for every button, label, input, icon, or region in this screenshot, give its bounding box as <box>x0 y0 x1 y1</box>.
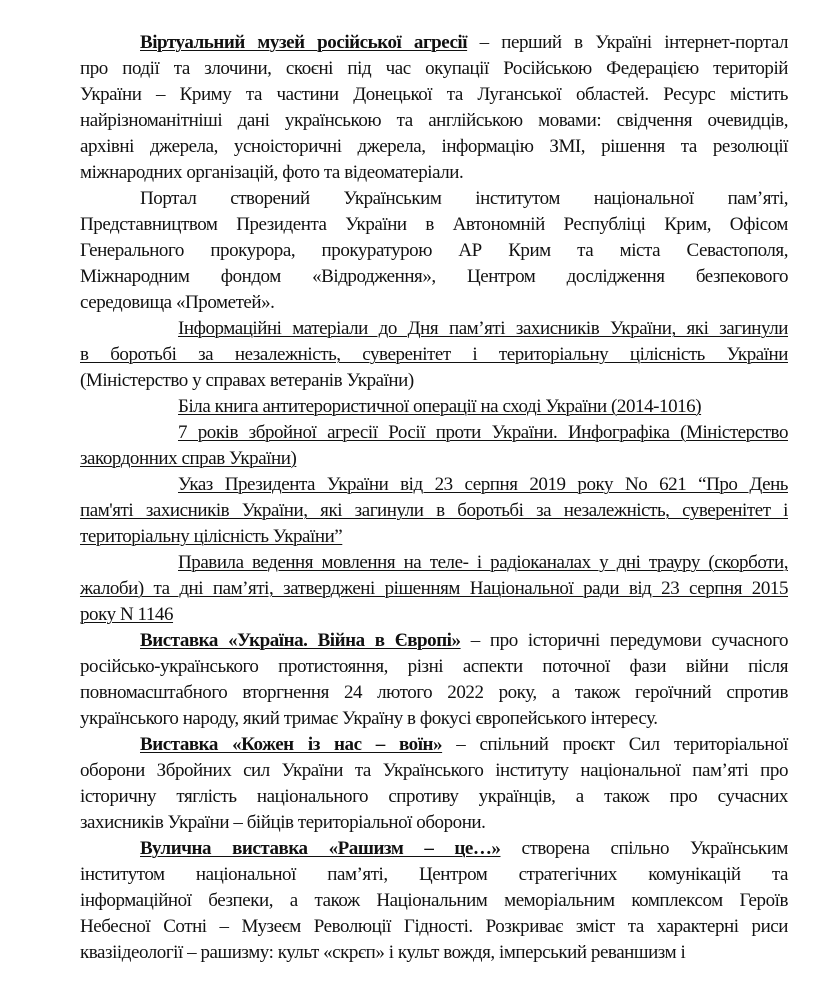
text-line <box>80 680 788 706</box>
line-content <box>80 368 788 394</box>
body-text: – спільний проєкт Сил територіальної <box>442 734 788 755</box>
line-content <box>178 550 788 576</box>
text-line <box>80 394 788 420</box>
text-line <box>80 238 788 264</box>
paragraph-street-exhibition-rashism <box>80 836 788 966</box>
text-line <box>80 316 788 342</box>
text-line <box>80 290 788 316</box>
resource-link[interactable]: жалоби) та дні пам’яті, затверджені рішенням Національної ради від 23 серпня 2015 <box>80 578 788 599</box>
text-line <box>80 732 788 758</box>
line-content <box>80 758 788 784</box>
line-content <box>80 446 788 472</box>
text-line <box>80 602 788 628</box>
resource-link[interactable]: пам'яті захисників України, які загинули в боротьбі за незалежність, суверенітет і <box>80 500 788 521</box>
body-text: найрізноманітніші дані українською та англійською мовами: свідчення очевидців, <box>80 110 788 131</box>
line-content <box>80 940 788 966</box>
body-text: оборони Збройних сил України та Українського інституту національної пам’яті про <box>80 760 788 781</box>
body-text: середовища «Прометей». <box>80 292 275 313</box>
line-content <box>80 108 788 134</box>
line-content <box>178 316 788 342</box>
paragraph-exhibition-war-in-europe <box>80 628 788 732</box>
line-content <box>80 342 788 368</box>
line-content <box>80 706 788 732</box>
body-text: інститутом національної пам’яті, Центром стратегічних комунікацій та <box>80 864 788 885</box>
resource-link[interactable]: територіальну цілісність України” <box>80 526 343 547</box>
line-content <box>178 394 788 420</box>
line-content <box>80 680 788 706</box>
resource-link[interactable]: Інформаційні матеріали до Дня пам’яті захисників України, які загинули <box>178 318 788 339</box>
resource-title-link[interactable]: Виставка «Україна. Війна в Європі» <box>140 630 461 651</box>
text-line <box>80 810 788 836</box>
body-text: українського народу, який тримає Україну в фокусі європейського інтересу. <box>80 708 658 729</box>
resource-link[interactable]: Указ Президента України від 23 серпня 2019 року No 621 “Про День <box>178 474 788 495</box>
paragraph-seven-years <box>80 420 788 472</box>
body-text: Небесної Сотні – Музеєм Революції Гідності. Розкриває зміст та характерні риси <box>80 916 788 937</box>
line-content <box>140 186 788 212</box>
line-content <box>140 628 788 654</box>
resource-link[interactable]: Правила ведення мовлення на теле- і радіоканалах у дні трауру (скорботи, <box>178 552 788 573</box>
body-text: російсько-українського протистояння, різні аспекти поточної фази війни після <box>80 656 788 677</box>
resource-link[interactable]: в боротьбі за незалежність, суверенітет і територіальну цілісність України <box>80 344 788 365</box>
body-text: України – Криму та частини Донецької та Луганської областей. Ресурс містить <box>80 84 788 105</box>
text-line <box>80 82 788 108</box>
line-content <box>80 498 788 524</box>
text-line <box>80 524 788 550</box>
resource-link[interactable]: 7 років збройної агресії Росії проти України. Инфографіка (Міністерство <box>178 422 788 443</box>
body-text: повномасштабного вторгнення 24 лютого 2022 року, а також героїчний спротив <box>80 682 788 703</box>
body-text: міжнародних організацій, фото та відеоматеріали. <box>80 162 464 183</box>
resource-title-link[interactable]: Виставка «Кожен із нас – воїн» <box>140 734 443 755</box>
text-line <box>80 56 788 82</box>
text-line <box>80 758 788 784</box>
text-line <box>80 706 788 732</box>
body-text: Представництвом Президента України в Автономній Республіці Крим, Офісом <box>80 214 788 235</box>
line-content <box>140 836 788 862</box>
text-line <box>80 940 788 966</box>
resource-title-link[interactable]: Віртуальний музей російської агресії <box>140 32 468 53</box>
line-content <box>140 732 788 758</box>
body-text: архівні джерела, усноісторичні джерела, інформацію ЗМІ, рішення та резолюції <box>80 136 788 157</box>
text-line <box>80 368 788 394</box>
line-content <box>80 524 788 550</box>
body-text: – про історичні передумови сучасного <box>460 630 788 651</box>
line-content <box>80 576 788 602</box>
paragraph-broadcast-rules <box>80 550 788 628</box>
text-line <box>80 108 788 134</box>
text-line <box>80 550 788 576</box>
paragraph-portal-creators <box>80 186 788 316</box>
text-line <box>80 420 788 446</box>
line-content <box>80 238 788 264</box>
body-text: квазіідеології – рашизму: культ «скрєп» і культ вождя, імперський реваншизм і <box>80 942 686 963</box>
text-line <box>80 914 788 940</box>
text-line <box>80 862 788 888</box>
text-line <box>80 134 788 160</box>
line-content <box>80 290 788 316</box>
text-line <box>80 836 788 862</box>
text-line <box>80 30 788 56</box>
line-content <box>178 472 788 498</box>
paragraph-white-book <box>80 394 788 420</box>
line-content <box>80 82 788 108</box>
paragraph-decree <box>80 472 788 550</box>
line-content <box>140 30 788 56</box>
resource-title-link[interactable]: Вулична виставка «Рашизм – це…» <box>140 838 501 859</box>
line-content <box>80 784 788 810</box>
body-text: про події та злочини, скоєні під час окупації Російською Федерацією територій <box>80 58 788 79</box>
text-line <box>80 264 788 290</box>
text-line <box>80 446 788 472</box>
line-content <box>80 914 788 940</box>
body-text: історичну тяглість національного спротиву українців, а також про сучасних <box>80 786 788 807</box>
resource-link[interactable]: року N 1146 <box>80 604 174 625</box>
text-line <box>80 576 788 602</box>
text-line <box>80 212 788 238</box>
body-text: інформаційної безпеки, а також Національним меморіальним комплексом Героїв <box>80 890 788 911</box>
line-content <box>80 134 788 160</box>
line-content <box>80 654 788 680</box>
line-content <box>80 602 788 628</box>
body-text: створена спільно Українським <box>500 838 789 859</box>
paragraph-info-materials <box>80 316 788 394</box>
line-content <box>80 862 788 888</box>
text-line <box>80 472 788 498</box>
body-text: захисників України – бійців територіальної оборони. <box>80 812 486 833</box>
paragraph-virtual-museum <box>80 30 788 186</box>
body-text: – перший в Україні інтернет-портал <box>467 32 788 53</box>
text-line <box>80 342 788 368</box>
resource-link[interactable]: Біла книга антитерористичної операції на сході України (2014-1016) <box>178 396 702 417</box>
body-text: (Міністерство у справах ветеранів України) <box>80 370 414 391</box>
line-content <box>178 420 788 446</box>
body-text: Портал створений Українським інститутом національної пам’яті, <box>140 188 788 209</box>
resource-link[interactable]: закордонних справ України) <box>80 448 297 469</box>
text-line <box>80 784 788 810</box>
document-page <box>80 30 788 966</box>
text-line <box>80 888 788 914</box>
text-line <box>80 186 788 212</box>
paragraph-exhibition-every-one <box>80 732 788 836</box>
body-text: Генерального прокурора, прокуратурою АР Крим та міста Севастополя, <box>80 240 788 261</box>
text-line <box>80 654 788 680</box>
line-content <box>80 212 788 238</box>
line-content <box>80 264 788 290</box>
line-content <box>80 810 788 836</box>
line-content <box>80 888 788 914</box>
line-content <box>80 56 788 82</box>
body-text: Міжнародним фондом «Відродження», Центром дослідження безпекового <box>80 266 788 287</box>
text-line <box>80 160 788 186</box>
text-line <box>80 498 788 524</box>
line-content <box>80 160 788 186</box>
text-line <box>80 628 788 654</box>
